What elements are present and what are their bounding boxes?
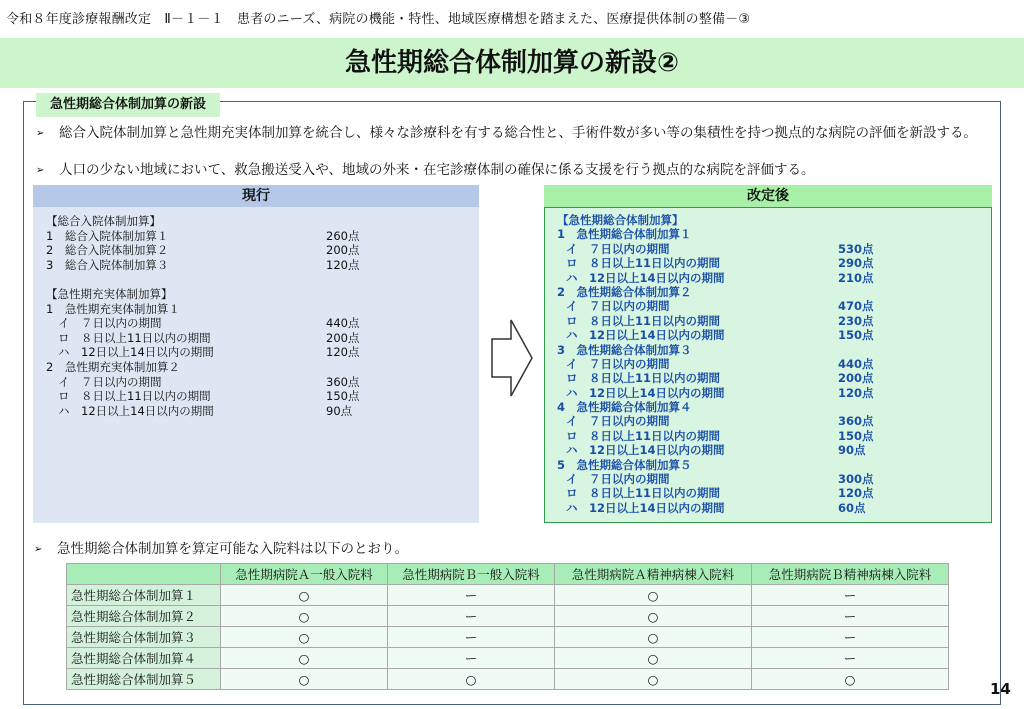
- item-points: 230点: [838, 313, 874, 328]
- item-label: イ ７日以内の期間: [566, 356, 670, 371]
- table-cell: ー: [388, 585, 555, 606]
- item-points: 210点: [838, 270, 874, 285]
- col-header: 急性期病院Ａ一般入院料: [221, 564, 388, 585]
- item-label: 1 急性期総合体制加算１: [557, 227, 692, 242]
- list-item: [44, 331, 479, 346]
- list-item: [554, 386, 991, 400]
- list-item: [554, 429, 991, 443]
- list-item: [554, 242, 991, 256]
- bullet-marker-icon: ➢: [36, 128, 45, 139]
- title-band: [0, 38, 1024, 88]
- item-label: ハ 12日以上14日以内の期間: [58, 345, 214, 360]
- table-cell: ○: [221, 585, 388, 606]
- item-label: 3 総合入院体制加算３: [46, 257, 169, 272]
- current-header: 現行: [33, 185, 479, 207]
- col-header: 急性期病院Ｂ精神病棟入院料: [752, 564, 949, 585]
- item-label: 2 急性期総合体制加算２: [557, 284, 692, 299]
- table-cell: ー: [752, 606, 949, 627]
- list-item: [44, 389, 479, 404]
- item-points: 150点: [838, 328, 874, 343]
- bullet-merge: [36, 125, 986, 142]
- item-points: 120点: [838, 486, 874, 501]
- item-label: ロ ８日以上11日以内の期間: [566, 428, 721, 443]
- item-label: 【総合入院体制加算】: [46, 214, 161, 228]
- list-item: [44, 375, 479, 390]
- item-label: ハ 12日以上14日以内の期間: [566, 385, 725, 400]
- item-points: 150点: [326, 389, 360, 404]
- col-header: 急性期病院Ｂ一般入院料: [388, 564, 555, 585]
- item-points: 360点: [326, 374, 360, 389]
- item-label: ハ 12日以上14日以内の期間: [58, 403, 214, 418]
- item-points: 440点: [326, 316, 360, 331]
- breadcrumb: 令和８年度診療報酬改定 Ⅱ－１－１ 患者のニーズ、病院の機能・特性、地域医療構想を踏まえた、医療提供体制の整備－③: [6, 12, 751, 27]
- revised-box: [544, 207, 992, 523]
- item-points: 290点: [838, 256, 874, 271]
- eligibility-table: [66, 563, 949, 690]
- table-cell: ー: [752, 648, 949, 669]
- list-item: [44, 287, 479, 302]
- row-header: 急性期総合体制加算２: [67, 606, 221, 627]
- table-cell: ○: [555, 606, 752, 627]
- item-points: 200点: [838, 371, 874, 386]
- table-cell: ○: [221, 606, 388, 627]
- table-row: [67, 648, 949, 669]
- item-points: 60点: [838, 500, 866, 515]
- list-item: [44, 243, 479, 258]
- bullet-marker-icon: ➢: [36, 165, 45, 176]
- item-label: イ ７日以内の期間: [58, 374, 162, 389]
- item-points: 120点: [326, 345, 360, 360]
- item-label: ロ ８日以上11日以内の期間: [58, 389, 211, 404]
- bullet-text: 人口の少ない地域において、救急搬送受入や、地域の外来・在宅診療体制の確保に係る支援を行う拠点的な病院を評価する。: [59, 162, 815, 178]
- list-item: [554, 357, 991, 371]
- table-cell: ○: [221, 669, 388, 690]
- item-label: ハ 12日以上14日以内の期間: [566, 328, 725, 343]
- table-cell: ー: [388, 606, 555, 627]
- item-points: 260点: [326, 228, 360, 243]
- list-item: [554, 314, 991, 328]
- row-header: 急性期総合体制加算１: [67, 585, 221, 606]
- item-label: 【急性期総合体制加算】: [557, 213, 684, 227]
- page-number: 14: [990, 680, 1011, 698]
- item-points: 200点: [326, 330, 360, 345]
- eligibility-note: [34, 541, 734, 558]
- item-points: 470点: [838, 299, 874, 314]
- list-item: [44, 229, 479, 244]
- item-label: 【急性期充実体制加算】: [46, 286, 173, 301]
- item-points: 120点: [838, 385, 874, 400]
- item-points: 300点: [838, 472, 874, 487]
- bullet-text: 急性期総合体制加算を算定可能な入院料は以下のとおり。: [57, 541, 408, 557]
- right-arrow-icon: [491, 319, 533, 397]
- row-header: 急性期総合体制加算３: [67, 627, 221, 648]
- item-label: 2 急性期充実体制加算２: [46, 359, 180, 374]
- list-item: [554, 285, 991, 299]
- list-item: [554, 400, 991, 414]
- list-item: [554, 328, 991, 342]
- item-label: ロ ８日以上11日以内の期間: [58, 330, 211, 345]
- table-cell: ○: [221, 627, 388, 648]
- item-points: 530点: [838, 241, 874, 256]
- item-points: 90点: [838, 443, 866, 458]
- list-item: [554, 486, 991, 500]
- item-label: ロ ８日以上11日以内の期間: [566, 371, 721, 386]
- list-item: [554, 414, 991, 428]
- table-cell: ○: [555, 669, 752, 690]
- list-item: [554, 256, 991, 270]
- list-item: [44, 214, 479, 229]
- list-item: [554, 458, 991, 472]
- list-item: [44, 345, 479, 360]
- list-item: [44, 404, 479, 419]
- list-item: [554, 501, 991, 515]
- item-points: 90点: [326, 403, 353, 418]
- table-cell: ー: [752, 627, 949, 648]
- current-box: [33, 207, 479, 523]
- item-label: イ ７日以内の期間: [566, 414, 670, 429]
- table-row: [67, 627, 949, 648]
- list-item: [554, 299, 991, 313]
- spacer: [44, 272, 479, 287]
- list-item: [554, 371, 991, 385]
- item-label: イ ７日以内の期間: [566, 299, 670, 314]
- item-label: ハ 12日以上14日以内の期間: [566, 500, 725, 515]
- revised-header: 改定後: [544, 185, 992, 207]
- item-label: イ ７日以内の期間: [58, 316, 162, 331]
- list-item: [554, 472, 991, 486]
- list-item: [554, 227, 991, 241]
- item-label: ロ ８日以上11日以内の期間: [566, 313, 721, 328]
- item-label: 1 急性期充実体制加算１: [46, 301, 180, 316]
- row-header: 急性期総合体制加算４: [67, 648, 221, 669]
- item-label: イ ７日以内の期間: [566, 472, 670, 487]
- list-item: [554, 443, 991, 457]
- col-header: 急性期病院Ａ精神病棟入院料: [555, 564, 752, 585]
- item-label: ハ 12日以上14日以内の期間: [566, 270, 725, 285]
- item-label: 2 総合入院体制加算２: [46, 243, 169, 258]
- table-cell: ○: [555, 585, 752, 606]
- section-tag: 急性期総合体制加算の新設: [36, 93, 220, 117]
- bullet-text: 総合入院体制加算と急性期充実体制加算を統合し、様々な診療科を有する総合性と、手術件数が多い等の集積性を持つ拠点的な病院の評価を新設する。: [59, 125, 977, 141]
- bullet-regional: [36, 162, 996, 179]
- item-points: 440点: [838, 356, 874, 371]
- list-item: [44, 302, 479, 317]
- table-row: [67, 669, 949, 690]
- item-label: ロ ８日以上11日以内の期間: [566, 486, 721, 501]
- table-cell: ○: [555, 648, 752, 669]
- table-cell: ○: [555, 627, 752, 648]
- table-cell: ○: [388, 669, 555, 690]
- item-label: ハ 12日以上14日以内の期間: [566, 443, 725, 458]
- item-label: 1 総合入院体制加算１: [46, 228, 169, 243]
- item-label: イ ７日以内の期間: [566, 241, 670, 256]
- item-label: 3 急性期総合体制加算３: [557, 342, 692, 357]
- table-cell: ー: [388, 627, 555, 648]
- table-corner: [67, 564, 221, 585]
- list-item: [554, 343, 991, 357]
- table-header-row: [67, 564, 949, 585]
- list-item: [554, 213, 991, 227]
- list-item: [554, 271, 991, 285]
- table-row: [67, 585, 949, 606]
- item-label: ロ ８日以上11日以内の期間: [566, 256, 721, 271]
- item-points: 150点: [838, 428, 874, 443]
- table-cell: ー: [388, 648, 555, 669]
- table-cell: ○: [752, 669, 949, 690]
- item-points: 120点: [326, 257, 360, 272]
- item-points: 200点: [326, 243, 360, 258]
- table-row: [67, 606, 949, 627]
- item-label: 5 急性期総合体制加算５: [557, 457, 692, 472]
- item-points: 360点: [838, 414, 874, 429]
- table-cell: ー: [752, 585, 949, 606]
- page-title: 急性期総合体制加算の新設②: [344, 48, 679, 78]
- list-item: [44, 316, 479, 331]
- table-cell: ○: [221, 648, 388, 669]
- list-item: [44, 258, 479, 273]
- row-header: 急性期総合体制加算５: [67, 669, 221, 690]
- bullet-marker-icon: ➢: [34, 544, 43, 555]
- item-label: 4 急性期総合体制加算４: [557, 400, 692, 415]
- list-item: [44, 360, 479, 375]
